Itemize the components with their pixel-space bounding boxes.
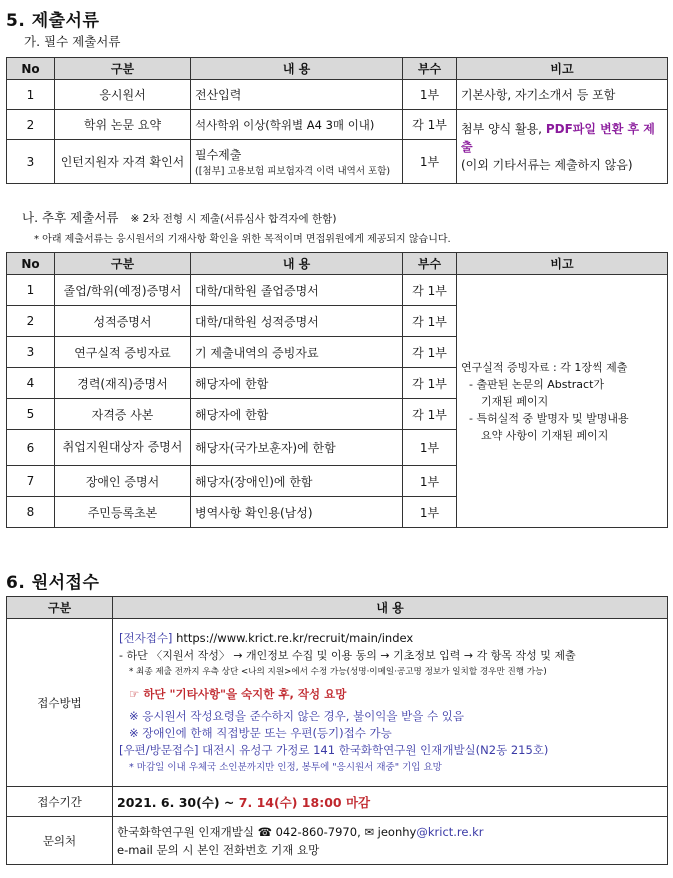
contact-row: 문의처 한국화학연구원 인재개발실 ☎ 042-860-7970, ✉ jeonhy@krict.re.kr e-mail 문의 시 본인 전화번호 기재 요망 (7, 817, 668, 865)
table-row: 2 성적증명서 대학/대학원 성적증명서 각 1부 (7, 306, 668, 337)
required-docs-table (6, 57, 668, 184)
period-row: 접수기간 2021. 6. 30(수) ~ 7. 14(수) 18:00 마감 (7, 787, 668, 817)
application-table (6, 596, 668, 865)
contact-email[interactable]: @krict.re.kr (416, 824, 484, 839)
table-row: 5 자격증 사본 해당자에 한함 각 1부 (7, 399, 668, 430)
table-row: 2 학위 논문 요약 석사학위 이상(학위별 A4 3매 이내) 각 1부 첨부 양식 활용, PDF파일 변환 후 제출 (이외 기타서류는 제출하지 않음) (7, 110, 668, 140)
col-no: No (7, 58, 55, 80)
later-docs-remark: 연구실적 증빙자료 : 각 1장씩 제출 - 출판된 논문의 Abstract가 기재된 페이지 - 특허실적 중 발명자 및 발명내용 요약 사항이 기재된 페이지 (457, 275, 668, 528)
warning-note: ☞ 하단 "기타사항"을 숙지한 후, 작성 요망 (129, 686, 347, 701)
col-qty: 부수 (403, 58, 457, 80)
contact-value: 한국화학연구원 인재개발실 ☎ 042-860-7970, ✉ jeonhy@krict.re.kr e-mail 문의 시 본인 전화번호 기재 요망 (113, 817, 668, 865)
col-category: 구분 (55, 58, 191, 80)
section6-title: 6. 원서접수 (6, 573, 100, 593)
table-header-row: No 구분 내 용 부수 비고 (7, 253, 668, 275)
later-docs-note: * 아래 제출서류는 응시원서의 기재사항 확인을 위한 목적이며 면접위원에게 제공되지 않습니다. (34, 234, 451, 245)
table-header-row (7, 58, 668, 80)
method-row (7, 619, 668, 787)
recruit-link[interactable]: https://www.krict.re.kr/recruit/main/index (172, 630, 414, 645)
table-row: 6 취업지원대상자 증명서 해당자(국가보훈자)에 한함 1부 (7, 430, 668, 466)
table-row: 7 장애인 증명서 해당자(장애인)에 한함 1부 (7, 466, 668, 497)
table-header-row: 구분 내 용 (7, 597, 668, 619)
section5-title: 5. 제출서류 (6, 11, 100, 31)
table-row: 1 졸업/학위(예정)증명서 대학/대학원 졸업증명서 각 1부 연구실적 증빙자료 : 각 1장씩 제출 - 출판된 논문의 Abstract가 기재된 페이지 - 특허실적 중 발명자 및 발명내용 요약 사항이 기재된 페이지 (7, 275, 668, 306)
table-row: 3 연구실적 증빙자료 기 제출내역의 증빙자료 각 1부 (7, 337, 668, 368)
col-content: 내 용 (191, 58, 403, 80)
later-docs-title: 나. 추후 제출서류 ※ 2차 전형 시 제출(서류심사 합격자에 한함) (22, 210, 337, 225)
table-row: 4 경력(재직)증명서 해당자에 한함 각 1부 (7, 368, 668, 399)
table-row: 1 응시원서 전산입력 1부 기본사항, 자기소개서 등 포함 (7, 80, 668, 110)
table-row: 3 인턴지원자 자격 확인서 필수제출 ([첨부] 고용보험 피보험자격 이력 내역서 포함) 1부 (7, 140, 668, 184)
method-content: [전자접수] https://www.krict.re.kr/recruit/main/index - 하단 〈지원서 작성〉 → 개인정보 수집 및 이용 동의 → 기초정보 입력 → 각 항목 작성 및 제출 * 최종 제출 전까지 우측 상단 <나의 지원>에서 수정 가능(성명·이메일·공고명 정보가 일치할 경우만 진행 가능) ☞ 하단 "기타사항"을 숙지한 후, 작성 요망 ※ 응시원서 작성요령을 준수하지 않은 경우, 불이익을 받을 수 있음 ※ 장애인에 한해 직접방문 또는 우편(등기)접수 가능 [우편/방문접수] 대전시 유성구 가정로 141 한국화학연구원 인재개발실(N2동 215호) * 마감일 이내 우체국 소인분까지만 인정, 봉투에 "응시원서 재중" 기입 요망 (113, 619, 668, 787)
method-label: 접수방법 (7, 619, 113, 787)
pdf-note: PDF파일 변환 후 제출 (461, 121, 655, 154)
table-row: 8 주민등록초본 병역사항 확인용(남성) 1부 (7, 497, 668, 528)
period-value: 2021. 6. 30(수) ~ 7. 14(수) 18:00 마감 (113, 787, 668, 817)
col-note: 비고 (457, 58, 668, 80)
required-docs-note: 첨부 양식 활용, PDF파일 변환 후 제출 (이외 기타서류는 제출하지 않음) (457, 110, 668, 184)
later-docs-table (6, 252, 668, 528)
required-docs-title: 가. 필수 제출서류 (24, 34, 121, 49)
